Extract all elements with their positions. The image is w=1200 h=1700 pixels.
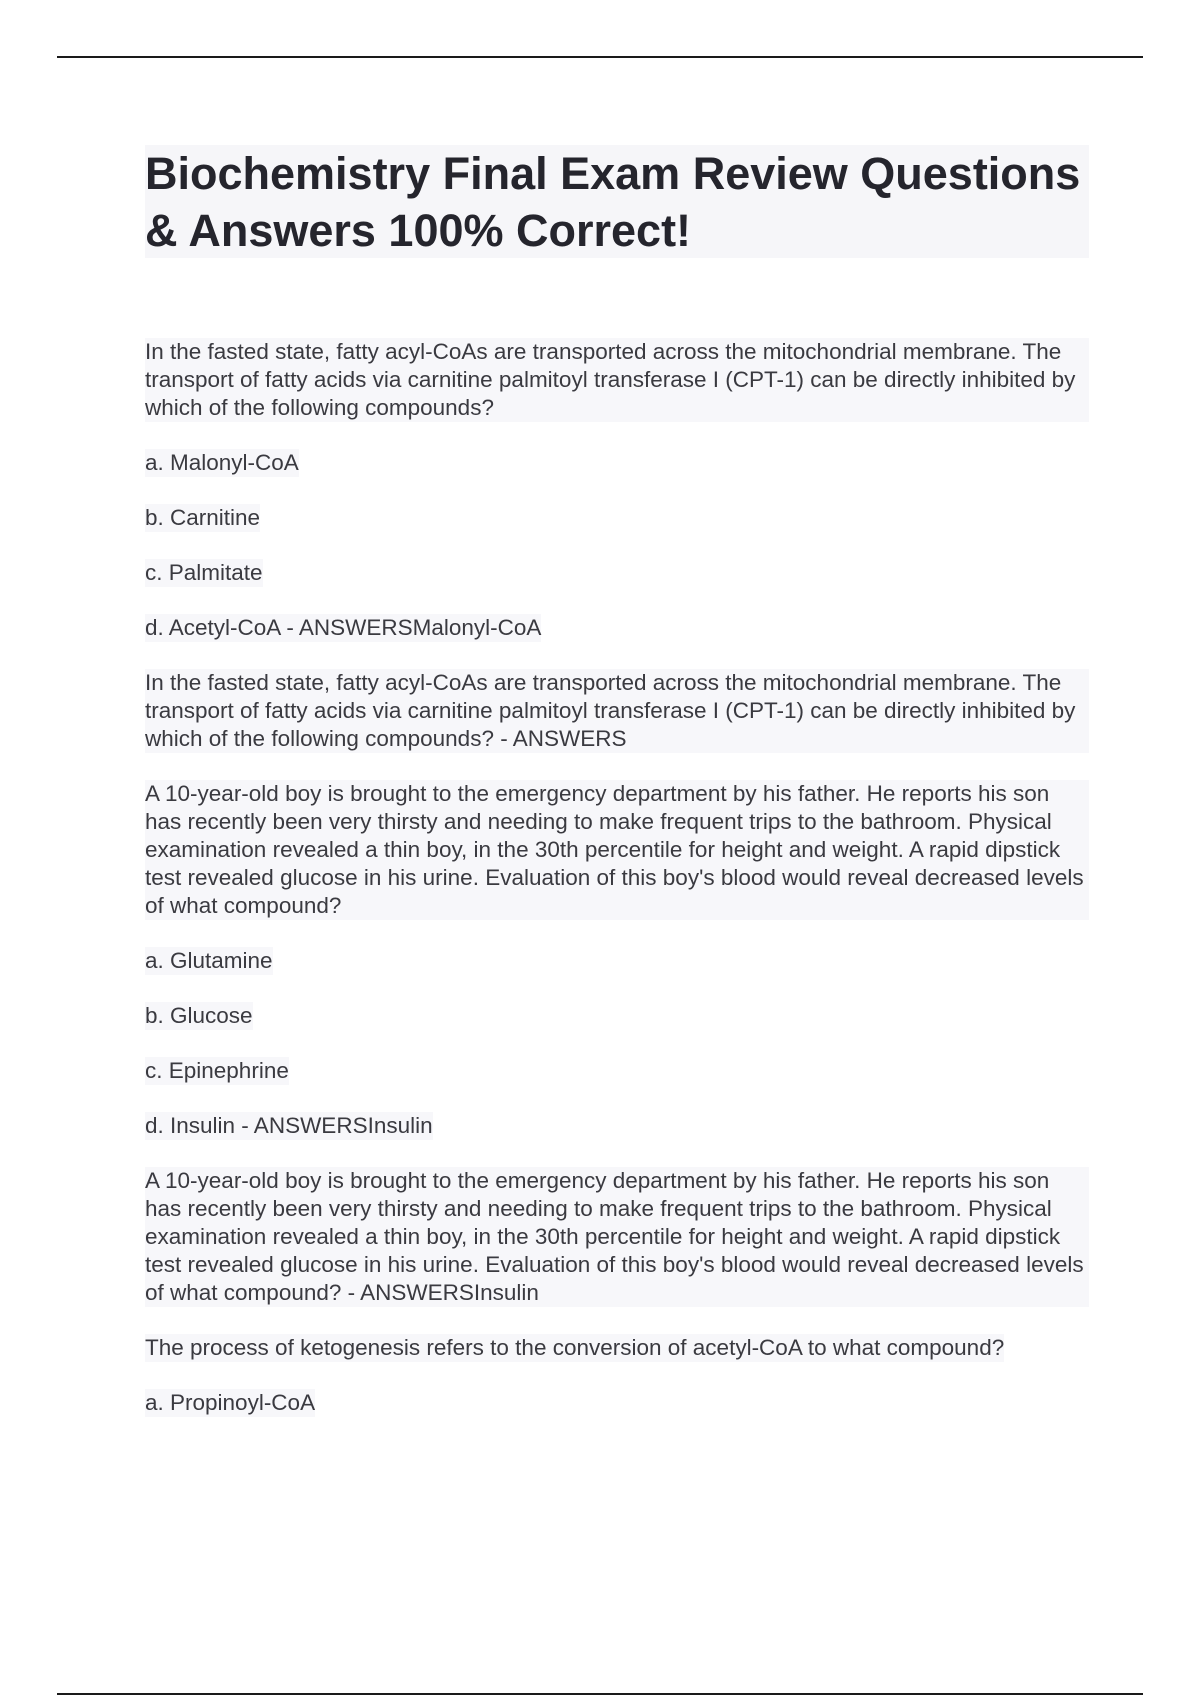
question-1-option-a: a. Malonyl-CoA <box>145 450 299 475</box>
question-1-option-b: b. Carnitine <box>145 505 261 530</box>
question-5-option-a: a. Propinoyl-CoA <box>145 1390 316 1415</box>
top-divider <box>57 56 1143 58</box>
question-3-option-b: b. Glucose <box>145 1003 253 1028</box>
question-1-option-c: c. Palmitate <box>145 560 263 585</box>
document-content <box>145 145 1089 1444</box>
question-5: The process of ketogenesis refers to the conversion of acetyl-CoA to what compound? <box>145 1335 1005 1360</box>
question-3-option-a: a. Glutamine <box>145 948 273 973</box>
question-1-option-d-answer: d. Acetyl-CoA - ANSWERSMalonyl-CoA <box>145 615 542 640</box>
question-2: In the fasted state, fatty acyl-CoAs are transported across the mitochondrial membrane. The transport of fatty acids via carnitine palmitoyl transferase I (CPT-1) can be directly inhibited by which of the following compounds? - ANSWERS <box>145 669 1089 753</box>
bottom-divider <box>57 1693 1143 1695</box>
document-body <box>145 338 1089 1417</box>
document-title: Biochemistry Final Exam Review Questions & Answers 100% Correct! <box>145 145 1089 258</box>
question-1: In the fasted state, fatty acyl-CoAs are transported across the mitochondrial membrane. The transport of fatty acids via carnitine palmitoyl transferase I (CPT-1) can be directly inhibited by which of the following compounds? <box>145 338 1089 422</box>
question-3-option-c: c. Epinephrine <box>145 1058 289 1083</box>
question-3-option-d-answer: d. Insulin - ANSWERSInsulin <box>145 1113 433 1138</box>
question-4: A 10-year-old boy is brought to the emergency department by his father. He reports his son has recently been very thirsty and needing to make frequent trips to the bathroom. Physical examination revealed a thin boy, in the 30th percentile for height and weight. A rapid dipstick test revealed glucose in his urine. Evaluation of this boy's blood would reveal decreased levels of what compound? - ANSWERSInsulin <box>145 1167 1089 1307</box>
question-3: A 10-year-old boy is brought to the emergency department by his father. He reports his son has recently been very thirsty and needing to make frequent trips to the bathroom. Physical examination revealed a thin boy, in the 30th percentile for height and weight. A rapid dipstick test revealed glucose in his urine. Evaluation of this boy's blood would reveal decreased levels of what compound? <box>145 780 1089 920</box>
